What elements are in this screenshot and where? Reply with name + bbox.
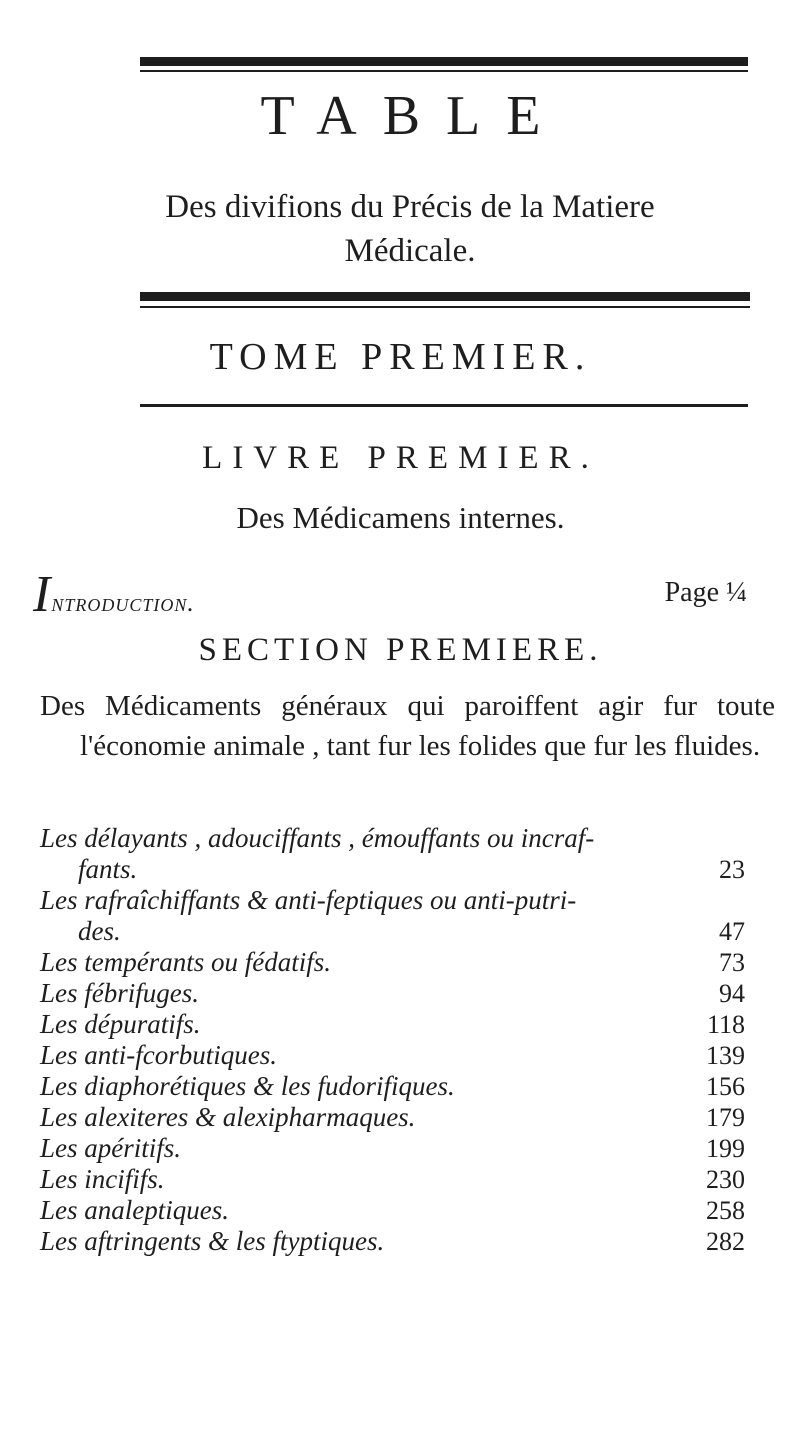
- toc-entry-label: Les diaphorétiques & les fudorifiques.: [40, 1071, 455, 1101]
- introduction-page-label: Page: [664, 577, 719, 608]
- introduction-label: ntroduction.: [51, 588, 195, 617]
- toc-entry-label: Les alexiteres & alexipharmaques.: [40, 1102, 416, 1132]
- toc-entry-page: 258: [706, 1196, 745, 1225]
- section-heading: SECTION PREMIERE.: [198, 632, 603, 668]
- introduction-page: [665, 577, 747, 609]
- toc-entry-page: 139: [706, 1041, 745, 1070]
- livre-subtitle: Des Médicamens internes.: [236, 500, 565, 535]
- toc-entry-page: 156: [706, 1072, 745, 1101]
- introduction-entry: [33, 565, 195, 624]
- toc-entry-label: [40, 885, 745, 947]
- toc-entry-page: 23: [719, 855, 745, 884]
- toc-entry-page: 179: [706, 1103, 745, 1132]
- table-of-contents: [40, 823, 745, 1257]
- toc-entry-label: Les apéritifs.: [40, 1133, 182, 1163]
- toc-entry: [40, 1040, 745, 1071]
- toc-entry-line-2: fants.: [78, 854, 138, 884]
- top-rule-thick: [140, 57, 748, 66]
- toc-entry: [40, 1102, 745, 1133]
- toc-entry: [40, 1164, 745, 1195]
- toc-entry: [40, 1009, 745, 1040]
- toc-entry: [40, 885, 745, 947]
- tome-rule: [140, 404, 748, 407]
- toc-entry-page: 199: [706, 1134, 745, 1163]
- toc-entry-label: Les incififs.: [40, 1164, 165, 1194]
- toc-entry-page: 94: [719, 979, 745, 1008]
- top-rule-thin: [140, 70, 748, 72]
- toc-entry-label: Les anti-fcorbutiques.: [40, 1040, 277, 1070]
- introduction-page-number: ¼: [726, 577, 747, 608]
- section-description-text: Des Médicaments généraux qui paroiffent agir fur toute l'économie animale , tant fur les folides que fur les fluides.: [40, 690, 775, 762]
- toc-entry-label: Les aftringents & les ftyptiques.: [40, 1226, 385, 1256]
- toc-entry: [40, 823, 745, 885]
- toc-entry: [40, 978, 745, 1009]
- toc-entry-page: 118: [706, 1010, 745, 1039]
- toc-entry-label: Les dépuratifs.: [40, 1009, 201, 1039]
- tome-heading: TOME PREMIER.: [209, 336, 592, 378]
- section-description: [40, 686, 775, 766]
- toc-entry-page: 47: [719, 917, 745, 946]
- subtitle-line-2: Médicale.: [344, 233, 476, 269]
- toc-entry-line-1: Les rafraîchiffants & anti-feptiques ou anti-putri-: [40, 885, 577, 915]
- toc-entry-line-2: des.: [78, 916, 121, 946]
- toc-entry: [40, 1226, 745, 1257]
- introduction-initial: I: [33, 566, 52, 623]
- toc-entry: [40, 1133, 745, 1164]
- toc-entry-label: Les analeptiques.: [40, 1195, 229, 1225]
- page-title: TABLE: [260, 85, 567, 147]
- toc-entry-label: Les fébrifuges.: [40, 978, 199, 1008]
- toc-entry-line-1: Les délayants , adouciffants , émouffants ou incraf-: [40, 823, 595, 853]
- toc-entry-label: [40, 823, 745, 885]
- page-subtitle: [60, 185, 760, 273]
- toc-entry-page: 73: [719, 948, 745, 977]
- livre-heading: LIVRE PREMIER.: [202, 440, 599, 476]
- subtitle-line-1: Des divifions du Précis de la Matiere: [165, 189, 655, 225]
- toc-entry-label: Les tempérants ou fédatifs.: [40, 947, 331, 977]
- middle-rule-thick: [140, 292, 750, 301]
- toc-entry-page: 282: [706, 1227, 745, 1256]
- toc-entry-page: 230: [706, 1165, 745, 1194]
- toc-entry: [40, 1195, 745, 1226]
- toc-entry: [40, 1071, 745, 1102]
- toc-entry: [40, 947, 745, 978]
- middle-rule-thin: [140, 306, 750, 308]
